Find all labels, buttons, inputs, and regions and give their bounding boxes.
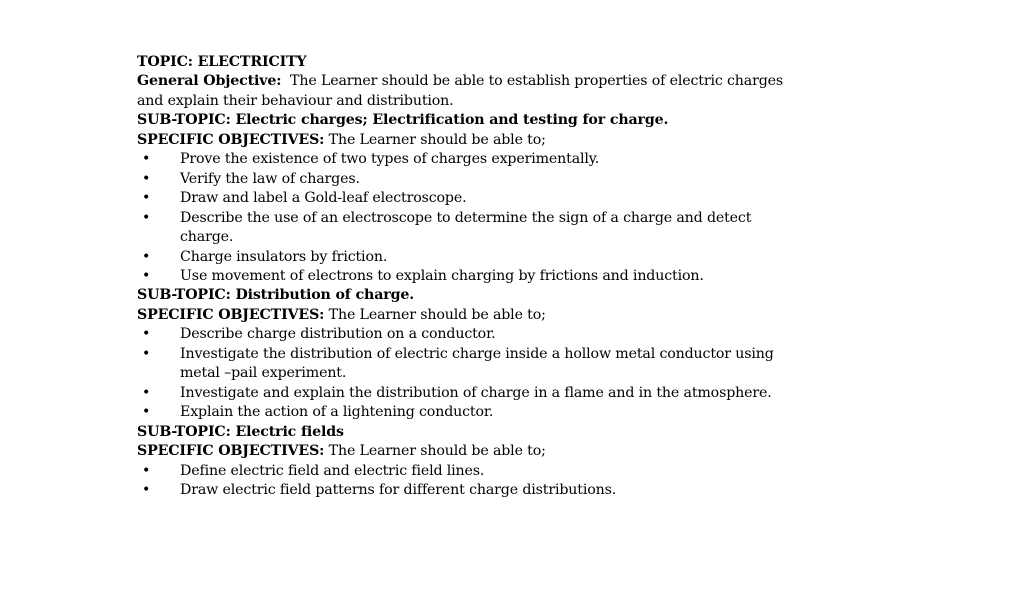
objective-text: Explain the action of a lightening conductor. bbox=[180, 404, 494, 421]
bullet-icon: • bbox=[142, 248, 151, 265]
subtopic-heading: SUB-TOPIC: Electric charges; Electrification and testing for charge. bbox=[137, 112, 669, 129]
bullet-icon: • bbox=[142, 404, 151, 421]
objective-text: Use movement of electrons to explain charging by frictions and induction. bbox=[180, 267, 704, 284]
bullet-icon: • bbox=[142, 326, 151, 343]
objective-text: Prove the existence of two types of charges experimentally. bbox=[180, 151, 600, 168]
bullet-icon: • bbox=[142, 462, 151, 479]
objective-list-item bbox=[137, 462, 797, 481]
bullet-icon: • bbox=[142, 481, 151, 498]
objective-list-item bbox=[137, 325, 797, 344]
subtopic-heading: SUB-TOPIC: Distribution of charge. bbox=[137, 287, 415, 304]
specific-objectives-label: SPECIFIC OBJECTIVES: bbox=[137, 443, 325, 460]
subtopic-section bbox=[137, 111, 797, 286]
objective-list-item bbox=[137, 209, 797, 248]
general-objective-text: The Learner should be able to establish properties of electric charges bbox=[290, 73, 784, 90]
objective-text: Investigate and explain the distribution of charge in a flame and in the atmosphere. bbox=[180, 384, 772, 401]
objective-list-item bbox=[137, 345, 797, 384]
objective-list-item bbox=[137, 170, 797, 189]
objective-text: Verify the law of charges. bbox=[180, 170, 360, 187]
specific-objectives bbox=[137, 306, 797, 325]
specific-objectives-label: SPECIFIC OBJECTIVES: bbox=[137, 306, 325, 323]
general-objective-label: General Objective: bbox=[137, 73, 282, 90]
objective-text: Describe charge distribution on a conductor. bbox=[180, 326, 496, 343]
bullet-icon: • bbox=[142, 190, 151, 207]
objective-list-item bbox=[137, 267, 797, 286]
objective-text: Describe the use of an electroscope to determine the sign of a charge and detect charge. bbox=[180, 209, 752, 246]
objective-text: Draw electric field patterns for different charge distributions. bbox=[180, 481, 617, 498]
bullet-icon: • bbox=[142, 209, 151, 226]
objective-list-item bbox=[137, 481, 797, 500]
objective-text: Charge insulators by friction. bbox=[180, 248, 388, 265]
topic-heading: TOPIC: ELECTRICITY bbox=[137, 54, 307, 70]
sections bbox=[137, 111, 797, 500]
objective-text: Draw and label a Gold-leaf electroscope. bbox=[180, 190, 467, 207]
specific-objectives-text: The Learner should be able to; bbox=[328, 443, 546, 460]
specific-objectives bbox=[137, 131, 797, 150]
objective-list-item bbox=[137, 384, 797, 403]
objective-text: Define electric field and electric field lines. bbox=[180, 462, 485, 479]
objective-list-item bbox=[137, 403, 797, 422]
general-objective bbox=[137, 72, 797, 91]
specific-objectives-text: The Learner should be able to; bbox=[328, 306, 546, 323]
general-objective-continuation: and explain their behaviour and distribution. bbox=[137, 92, 454, 109]
bullet-icon: • bbox=[142, 384, 151, 401]
objective-list-item bbox=[137, 150, 797, 169]
specific-objectives-text: The Learner should be able to; bbox=[328, 131, 546, 148]
subtopic-heading: SUB-TOPIC: Electric fields bbox=[137, 423, 344, 440]
subtopic-section bbox=[137, 286, 797, 422]
document-body bbox=[137, 53, 797, 500]
specific-objectives bbox=[137, 442, 797, 461]
objective-list-item bbox=[137, 248, 797, 267]
specific-objectives-label: SPECIFIC OBJECTIVES: bbox=[137, 131, 325, 148]
objective-text: Investigate the distribution of electric charge inside a hollow metal conductor using metal –pail experiment. bbox=[180, 345, 774, 382]
bullet-icon: • bbox=[142, 267, 151, 284]
subtopic-section bbox=[137, 423, 797, 501]
bullet-icon: • bbox=[142, 345, 151, 362]
bullet-icon: • bbox=[142, 170, 151, 187]
bullet-icon: • bbox=[142, 151, 151, 168]
objective-list-item bbox=[137, 189, 797, 208]
